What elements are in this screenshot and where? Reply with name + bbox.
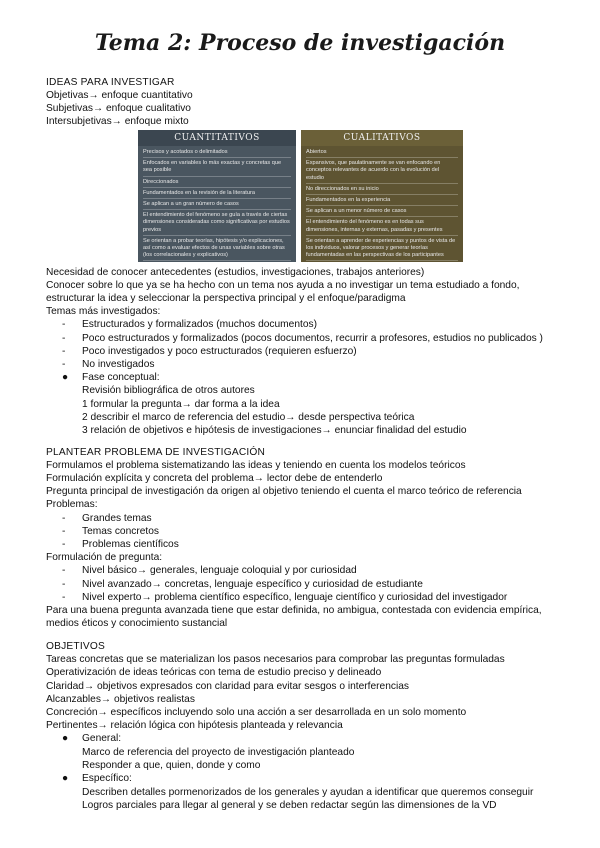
table-row: Se aplican a un menor número de casos xyxy=(306,208,458,217)
list-marker: - xyxy=(62,319,66,330)
table-row: Se orientan a aprender de experiencias y puntos de vista de los individuos, valorar procesos y generar teorías fundamentadas en las perspectivas de los participantes xyxy=(306,238,458,262)
table-row: Expansivos, que paulatinamente se van enfocando en conceptos relevantes de acuerdo con la evolución del estudio xyxy=(306,160,458,184)
sub-item: Describen detalles pormenorizados de los generales y ayudan a identificar que queremos conseguir xyxy=(82,787,534,798)
sub-item: Marco de referencia del proyecto de investigación planteado xyxy=(82,747,355,758)
list-item xyxy=(62,538,179,551)
table-row: Fundamentados en la revisión de la literatura xyxy=(143,190,291,199)
table-row: Se orientan a probar teorías, hipótesis y/o explicaciones, así como a evaluar efectos de unas variables sobre otras (los correlacionales y explicativos) xyxy=(143,238,291,262)
list-item xyxy=(62,318,317,331)
list-item-text: Nivel básico→ generales, lenguaje coloquial y por curiosidad xyxy=(82,565,357,576)
text-line: estructurar la idea y seleccionar la perspectiva principal y el enfoque/paradigma xyxy=(46,293,406,304)
table-row: No direccionados en su inicio xyxy=(306,186,458,195)
list-item xyxy=(62,371,160,384)
list-item-text: Nivel experto→ problema científico específico, lenguaje científico y curiosidad del investigador xyxy=(82,592,508,603)
text-line: Temas más investigados: xyxy=(46,306,161,317)
list-item xyxy=(62,578,423,591)
section-heading-problem: PLANTEAR PROBLEMA DE INVESTIGACIÓN xyxy=(46,447,266,458)
table-row: Direccionados xyxy=(143,179,291,188)
quantitative-header: CUANTITATIVOS xyxy=(138,130,296,146)
text-line: Subjetivas→ enfoque cualitativo xyxy=(46,103,191,114)
table-row: Fundamentados en la experiencia xyxy=(306,197,458,206)
list-item xyxy=(62,564,357,577)
list-item-text: Problemas científicos xyxy=(82,539,179,550)
list-item-text: Poco investigados y poco estructurados (requieren esfuerzo) xyxy=(82,346,357,357)
text-line: Pregunta principal de investigación da origen al objetivo teniendo el cuenta el marco teórico de referencia xyxy=(46,486,522,497)
list-item-text: No investigados xyxy=(82,359,155,370)
list-marker: - xyxy=(62,539,66,550)
list-marker: - xyxy=(62,526,66,537)
list-item-text: Específico: xyxy=(82,773,132,784)
text-line: Objetivas→ enfoque cuantitativo xyxy=(46,90,193,101)
table-row: Precisos y acotados o delimitados xyxy=(143,149,291,158)
list-marker: - xyxy=(62,592,66,603)
table-row: Abiertos xyxy=(306,149,458,158)
section-heading-ideas: IDEAS PARA INVESTIGAR xyxy=(46,77,175,88)
sub-item: 2 describir el marco de referencia del estudio→ desde perspectiva teórica xyxy=(82,412,415,423)
table-row: Se aplican a un gran número de casos xyxy=(143,201,291,210)
list-item-text: Estructurados y formalizados (muchos documentos) xyxy=(82,319,317,330)
page-title: Tema 2: Proceso de investigación xyxy=(94,30,506,56)
list-item-text: Fase conceptual: xyxy=(82,372,160,383)
text-line: Formulamos el problema sistematizando las ideas y teniendo en cuenta los modelos teóricos xyxy=(46,460,466,471)
text-line: Conocer sobre lo que ya se ha hecho con un tema nos ayuda a no investigar un tema estudiado a fondo, xyxy=(46,280,520,291)
text-line: Problemas: xyxy=(46,499,98,510)
list-item xyxy=(62,732,121,745)
list-item xyxy=(62,332,543,345)
list-item xyxy=(62,772,132,785)
list-marker: - xyxy=(62,565,66,576)
quantitative-table xyxy=(138,130,296,262)
qualitative-header: CUALITATIVOS xyxy=(301,130,463,146)
list-item-text: General: xyxy=(82,733,122,744)
text-line: Pertinentes→ relación lógica con hipótesis planteada y relevancia xyxy=(46,720,343,731)
list-marker: - xyxy=(62,346,66,357)
text-line: Concreción→ específicos incluyendo solo una acción a ser desarrollada en un solo momento xyxy=(46,707,467,718)
list-item xyxy=(62,512,152,525)
text-line: Necesidad de conocer antecedentes (estudios, investigaciones, trabajos anteriores) xyxy=(46,267,425,278)
list-item-text: Nivel avanzado→ concretas, lenguaje específico y curiosidad de estudiante xyxy=(82,579,423,590)
list-item xyxy=(62,345,357,358)
table-row: El entendimiento del fenómeno se guía a través de ciertas dimensiones consideradas como significativas por estudios previos xyxy=(143,212,291,236)
text-line: Formulación explícita y concreta del problema→ lector debe de entenderlo xyxy=(46,473,383,484)
sub-item: 3 relación de objetivos e hipótesis de investigaciones→ enunciar finalidad del estudio xyxy=(82,425,467,436)
text-line: Para una buena pregunta avanzada tiene que estar definida, no ambigua, contestada con evidencia empírica, xyxy=(46,605,542,616)
sub-item: Logros parciales para llegar al general y se deben redactar según las dimensiones de la VD xyxy=(82,800,497,811)
bullet-icon: ● xyxy=(62,773,69,784)
table-row: Enfocados en variables lo más exactas y concretas que sea posible xyxy=(143,160,291,176)
text-line: Formulación de pregunta: xyxy=(46,552,163,563)
list-marker: - xyxy=(62,333,66,344)
list-item-text: Grandes temas xyxy=(82,513,152,524)
section-heading-objectives: OBJETIVOS xyxy=(46,641,105,652)
list-item-text: Poco estructurados y formalizados (pocos documentos, recurrir a profesores, estudios no publicados ) xyxy=(82,333,543,344)
sub-item: Responder a que, quien, donde y como xyxy=(82,760,261,771)
list-item-text: Temas concretos xyxy=(82,526,160,537)
text-line: Operativización de ideas teóricas con tema de estudio preciso y delineado xyxy=(46,667,382,678)
list-marker: - xyxy=(62,579,66,590)
list-item xyxy=(62,358,155,371)
bullet-icon: ● xyxy=(62,733,69,744)
text-line: Claridad→ objetivos expresados con claridad para evitar sesgos o interferencias xyxy=(46,681,409,692)
text-line: Alcanzables→ objetivos realistas xyxy=(46,694,195,705)
list-marker: - xyxy=(62,359,66,370)
qualitative-table xyxy=(301,130,463,262)
text-line: Intersubjetivas→ enfoque mixto xyxy=(46,116,189,127)
sub-item: Revisión bibliográfica de otros autores xyxy=(82,385,255,396)
list-marker: - xyxy=(62,513,66,524)
list-item xyxy=(62,591,507,604)
sub-item: 1 formular la pregunta→ dar forma a la idea xyxy=(82,399,280,410)
bullet-icon: ● xyxy=(62,372,69,383)
text-line: Tareas concretas que se materializan los pasos necesarios para comprobar las preguntas formuladas xyxy=(46,654,505,665)
list-item xyxy=(62,525,159,538)
text-line: medios éticos y conocimiento sustancial xyxy=(46,618,228,629)
table-row: El entendimiento del fenómeno es en todas sus dimensiones, internas y externas, pasadas y presentes xyxy=(306,219,458,235)
